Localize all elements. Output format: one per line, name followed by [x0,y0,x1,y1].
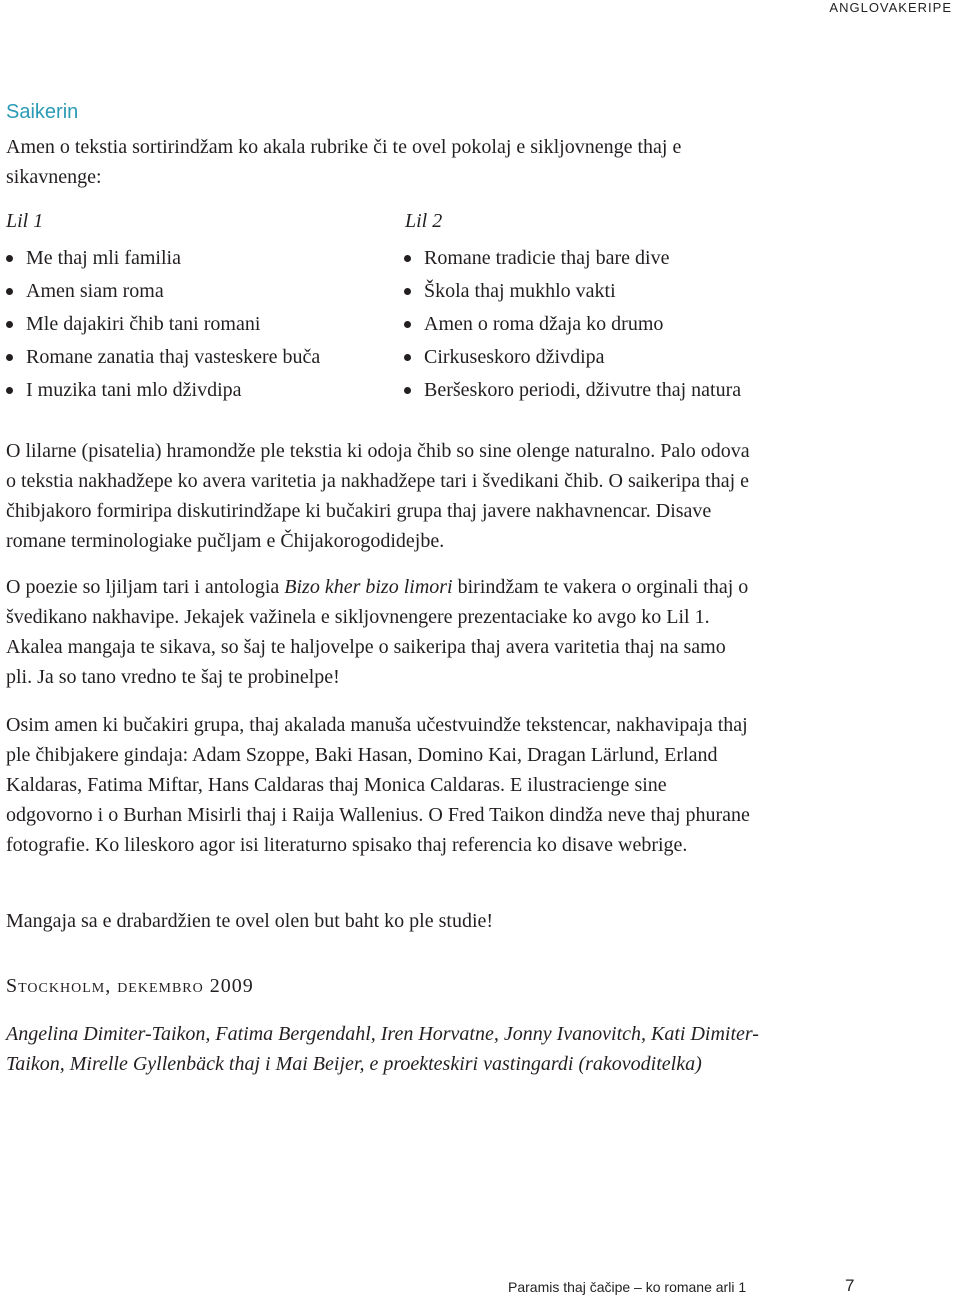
footer-title: Paramis thaj čačipe – ko romane arli 1 [508,1279,747,1295]
paragraph-closing: Mangaja sa e drabardžien te ovel olen but baht ko ple studie! [6,910,494,932]
section-heading: Saikerin [6,101,79,123]
paragraph-contributors: Osim amen ki bučakiri grupa, thaj akalada manuša učestvuindže tekstencar, nakhavipaja thaj ple čhibjakere gindaja: Adam Szoppe, Baki Hasan, Domino Kai, Dragan Lärlund, Erland Kaldaras, Fatima Miftar, Hans Caldaras thaj Monica Caldaras. E ilustracienge sine odgovorno i o Burhan Misirli thaj i Raija Wallenius. O Fred Taikon dindža neve thaj phurane fotografie. Ko lileskoro agor isi literaturno spisako thaj referencia ko disave webrige. [6,714,750,856]
bullet-icon [6,321,13,328]
bullet-icon [404,387,411,394]
column-1-title: Lil 1 [6,210,44,232]
paragraph-writers: O lilarne (pisatelia) hramondže ple tekstia ki odoja čhib so sine olenge naturalno. Palo odova o tekstia nakhadžepe ko avera varitetia ja nakhadžepe tari i švedikani čhib. O saikeripa thaj e čhibjakoro formiripa diskutirindžape ki bučakiri grupa thaj javere nakhavnencar. Disave romane terminologiake pučljam e Čhijakorogodidejbe. [6,440,750,552]
bullet-icon [6,255,13,262]
column-2-title: Lil 2 [405,210,443,232]
list-item: Romane tradicie thaj bare dive [404,242,741,275]
list-item: Beršeskoro periodi, dživutre thaj natura [404,374,741,407]
list-item: Romane zanatia thaj vasteskere buča [6,341,320,374]
bullet-icon [404,321,411,328]
page-number: 7 [845,1276,855,1295]
list-item: Škola thaj mukhlo vakti [404,275,741,308]
place-date: Stockholm, dekembro 2009 [6,975,254,997]
bullet-icon [6,288,13,295]
bullet-icon [404,288,411,295]
column-1-list [6,242,320,407]
anthology-title: Bizo kher bizo limori [284,576,453,598]
authors-signature: Angelina Dimiter-Taikon, Fatima Bergendahl, Iren Horvatne, Jonny Ivanovitch, Kati Dimiter-Taikon, Mirelle Gyllenbäck thaj i Mai Beijer, e proekteskiri vastingardi (rakovoditelka) [6,1023,759,1075]
bullet-icon [6,387,13,394]
bullet-icon [6,354,13,361]
list-item: Amen o roma džaja ko drumo [404,308,741,341]
list-item: Mle dajakiri čhib tani romani [6,308,320,341]
paragraph-poetry: O poezie so ljiljam tari i antologia Bizo kher bizo limori birindžam te vakera o orginali thaj o švedikano nakhavipe. Jekajek važinela e sikljovnengere prezentaciake ko avgo ko Lil 1. Akalea mangaja te sikava, so šaj te haljovelpe o saikeripa thaj avera varitetia thaj na samo pli. Ja so tano vredno te šaj te probinelpe! [6,576,749,688]
running-header: ANGLOVAKERIPE [829,0,952,15]
bullet-icon [404,354,411,361]
bullet-icon [404,255,411,262]
intro-paragraph: Amen o tekstia sortirindžam ko akala rubrike či te ovel pokolaj e sikljovnenge thaj e sikavnenge: [6,136,682,188]
column-2-list [404,242,741,407]
list-item: Cirkuseskoro dživdipa [404,341,741,374]
list-item: Amen siam roma [6,275,320,308]
list-item: Me thaj mli familia [6,242,320,275]
list-item: I muzika tani mlo dživdipa [6,374,320,407]
